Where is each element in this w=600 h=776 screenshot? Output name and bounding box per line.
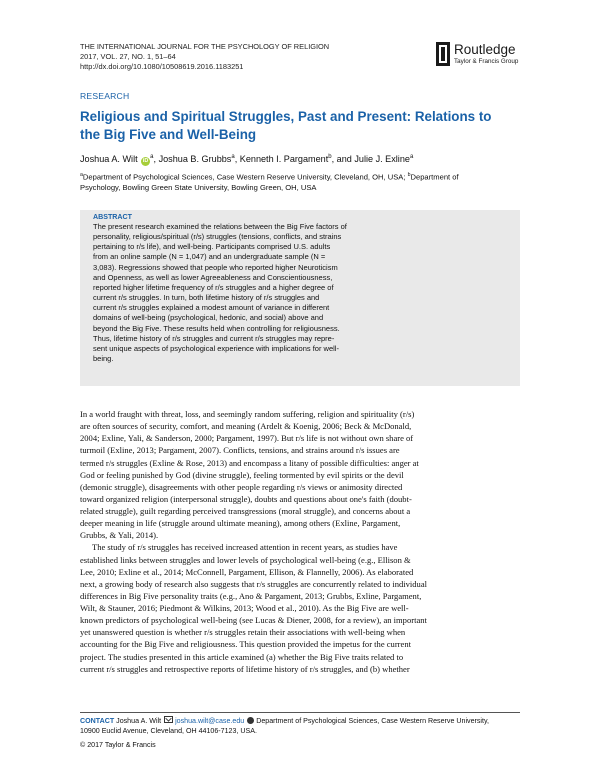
affil-sup: b bbox=[407, 172, 411, 178]
abstract-line: sent unique aspects of psychological experience with implications for well- bbox=[93, 343, 339, 353]
abstract-heading: ABSTRACT bbox=[93, 213, 133, 221]
abstract-line: and Openness, as well as lower Agreeableness and Conscientiousness, bbox=[93, 272, 333, 282]
contact-label: CONTACT bbox=[80, 717, 115, 725]
body-line: toward organized religion (interpersonal struggle), doubts and questions about one's faith (doubt- bbox=[80, 493, 412, 504]
body-line: accounting for the Big Five and religiousness. This question provided the impetus for the current bbox=[80, 639, 411, 650]
journal-header bbox=[80, 42, 400, 72]
journal-volume: 2017, VOL. 27, NO. 1, 51–64 bbox=[80, 52, 176, 61]
abstract-line: from an online sample (N = 1,047) and an undergraduate sample (N = bbox=[93, 252, 326, 262]
author-name: Joshua B. Grubbs bbox=[158, 154, 232, 165]
abstract-line: domains of well-being (psychological, hedonic, and social) above and bbox=[93, 313, 324, 323]
body-line: The study of r/s struggles has received increased attention in recent years, as studies have bbox=[92, 542, 398, 553]
abstract-line: personality, religious/spiritual (r/s) struggles (tensions, conflicts, and strains bbox=[93, 232, 342, 242]
body-line: turmoil (Exline, 2013; Pargament, 2007). Conflicts, tensions, and strains around r/s issues are bbox=[80, 445, 400, 456]
abstract-line: pertaining to r/s life), and well-being. Participants comprised U.S. adults bbox=[93, 242, 331, 252]
abstract-line: current r/s struggles explained a modest amount of variance in different bbox=[93, 303, 330, 313]
body-line: current r/s struggles and retrospective reports of lifetime history of r/s struggles, and (b) whether bbox=[80, 663, 410, 674]
abstract-text bbox=[93, 222, 420, 364]
abstract-line: The present research examined the relations between the Big Five factors of bbox=[93, 222, 347, 231]
body-line: Wilt, & Stauner, 2016; Piedmont & Wilkins, 2013; Wood et al., 2010). As the Big Five are well- bbox=[80, 603, 409, 613]
abstract-line: beyond the Big Five. These results held when controlling for religiousness. bbox=[93, 323, 340, 333]
author-affil-sup: a bbox=[409, 154, 414, 160]
author-separator: , bbox=[153, 154, 157, 165]
title-line: Religious and Spiritual Struggles, Past and Present: Relations to bbox=[80, 109, 492, 124]
section-label: RESEARCH bbox=[80, 91, 130, 101]
email-icon bbox=[164, 716, 173, 723]
abstract-line: current r/s struggles. In turn, both lifetime history of r/s struggles and bbox=[93, 293, 320, 303]
author-separator: , bbox=[234, 154, 238, 165]
affil-b: Department of bbox=[410, 172, 459, 182]
abstract-line: reported higher lifetime frequency of r/s struggles and a higher degree of bbox=[93, 282, 334, 292]
contact-dept: Department of Psychological Sciences, Case Western Reserve University, bbox=[256, 717, 489, 725]
journal-doi[interactable]: http://dx.doi.org/10.1080/10508619.2016.1183251 bbox=[80, 62, 244, 71]
body-line: project. The studies presented in this article examined (a) whether the Big Five traits related to bbox=[80, 651, 404, 662]
author-name: Julie J. Exline bbox=[354, 154, 410, 165]
contact-address: 10900 Euclid Avenue, Cleveland, OH 44106-7123, USA. bbox=[80, 726, 257, 735]
affil-sup: a bbox=[80, 172, 83, 178]
address-icon bbox=[247, 717, 254, 724]
body-line: related struggle), guilt regarding perceived transgressions (moral struggle), and concerns about a bbox=[80, 506, 411, 516]
author-separator: , and bbox=[331, 154, 352, 165]
publisher-logo bbox=[436, 42, 546, 68]
body-line: Lee, 2010; Exline et al., 2014; McConnell, Pargament, Ellison, & Flannelly, 2006). As elaborated bbox=[80, 566, 414, 577]
copyright: © 2017 Taylor & Francis bbox=[80, 741, 156, 749]
body-line: differences in Big Five personality traits (e.g., Ano & Pargament, 2013; Grubbs, Exline, Pargament, bbox=[80, 590, 422, 601]
body-line: (demonic struggle), disagreements with other people regarding r/s views or animosity directed bbox=[80, 481, 403, 492]
publisher-subname: Taylor & Francis Group bbox=[454, 58, 519, 65]
contact-block bbox=[80, 716, 520, 736]
journal-name: THE INTERNATIONAL JOURNAL FOR THE PSYCHOLOGY OF RELIGION bbox=[80, 42, 330, 51]
affil-b-cont: Psychology, Bowling Green State University, Bowling Green, OH, USA bbox=[80, 182, 317, 192]
body-line: are often sources of security, comfort, and meaning (Ardelt & Koenig, 2006; Beck & McDonald, bbox=[80, 421, 412, 432]
contact-name: Joshua A. Wilt bbox=[116, 717, 162, 725]
body-line: deeper meaning in life (struggle around ultimate meaning), among others (Exline, Pargament, bbox=[80, 518, 401, 529]
author-affil-sup: a bbox=[231, 154, 235, 160]
abstract-line: Thus, lifetime history of r/s struggles and current r/s struggles may repre- bbox=[93, 333, 335, 343]
affil-a: Department of Psychological Sciences, Case Western Reserve University, Cleveland, OH, USA; bbox=[82, 172, 408, 182]
affiliations bbox=[80, 170, 520, 193]
orcid-icon[interactable]: iD bbox=[142, 158, 149, 165]
body-line: 2004; Exline, Yali, & Sanderson, 2000; Pargament, 1997). But r/s life is not without own share of bbox=[80, 433, 414, 444]
body-line: known predictors of psychological well-being (see Lucas & Diener, 2008, for a review), an important bbox=[80, 615, 427, 626]
author-affil-sup: a bbox=[150, 154, 154, 160]
abstract-line: being. bbox=[93, 354, 114, 364]
contact-email[interactable]: joshua.wilt@case.edu bbox=[175, 717, 245, 725]
body-line: yet unanswered question is whether r/s struggles retain their associations with well-being when bbox=[80, 627, 406, 638]
body-line: In a world fraught with threat, loss, and seemingly random suffering, religion and spirituality (r/s) bbox=[80, 409, 415, 419]
author-name: Joshua A. Wilt bbox=[80, 154, 138, 165]
routledge-logo-icon bbox=[436, 42, 450, 66]
footer-divider bbox=[80, 712, 520, 713]
body-line: established links between struggles and lower levels of psychological well-being (e.g., Ellison & bbox=[80, 554, 411, 565]
title-line: the Big Five and Well-Being bbox=[80, 127, 257, 142]
body-line: next, a growing body of research also suggests that r/s struggles are concurrently related to individual bbox=[80, 578, 428, 589]
author-affil-sup: b bbox=[328, 154, 332, 160]
abstract-line: 3,083). Regressions showed that people who reported higher Neuroticism bbox=[93, 262, 338, 272]
article-body bbox=[80, 408, 520, 675]
author-list bbox=[80, 151, 520, 166]
body-line: Grubbs, & Yali, 2014). bbox=[80, 530, 159, 541]
publisher-name: Routledge bbox=[454, 42, 516, 57]
body-line: termed r/s struggles (Exline & Rose, 2013) and encompass a litany of possible difficulties: anger at bbox=[80, 457, 419, 468]
author-name: Kenneth I. Pargament bbox=[239, 154, 329, 165]
article-title bbox=[80, 108, 520, 144]
body-line: God or feeling punished by God (divine struggle), feeling tormented by evil spirits or the devil bbox=[80, 469, 404, 480]
